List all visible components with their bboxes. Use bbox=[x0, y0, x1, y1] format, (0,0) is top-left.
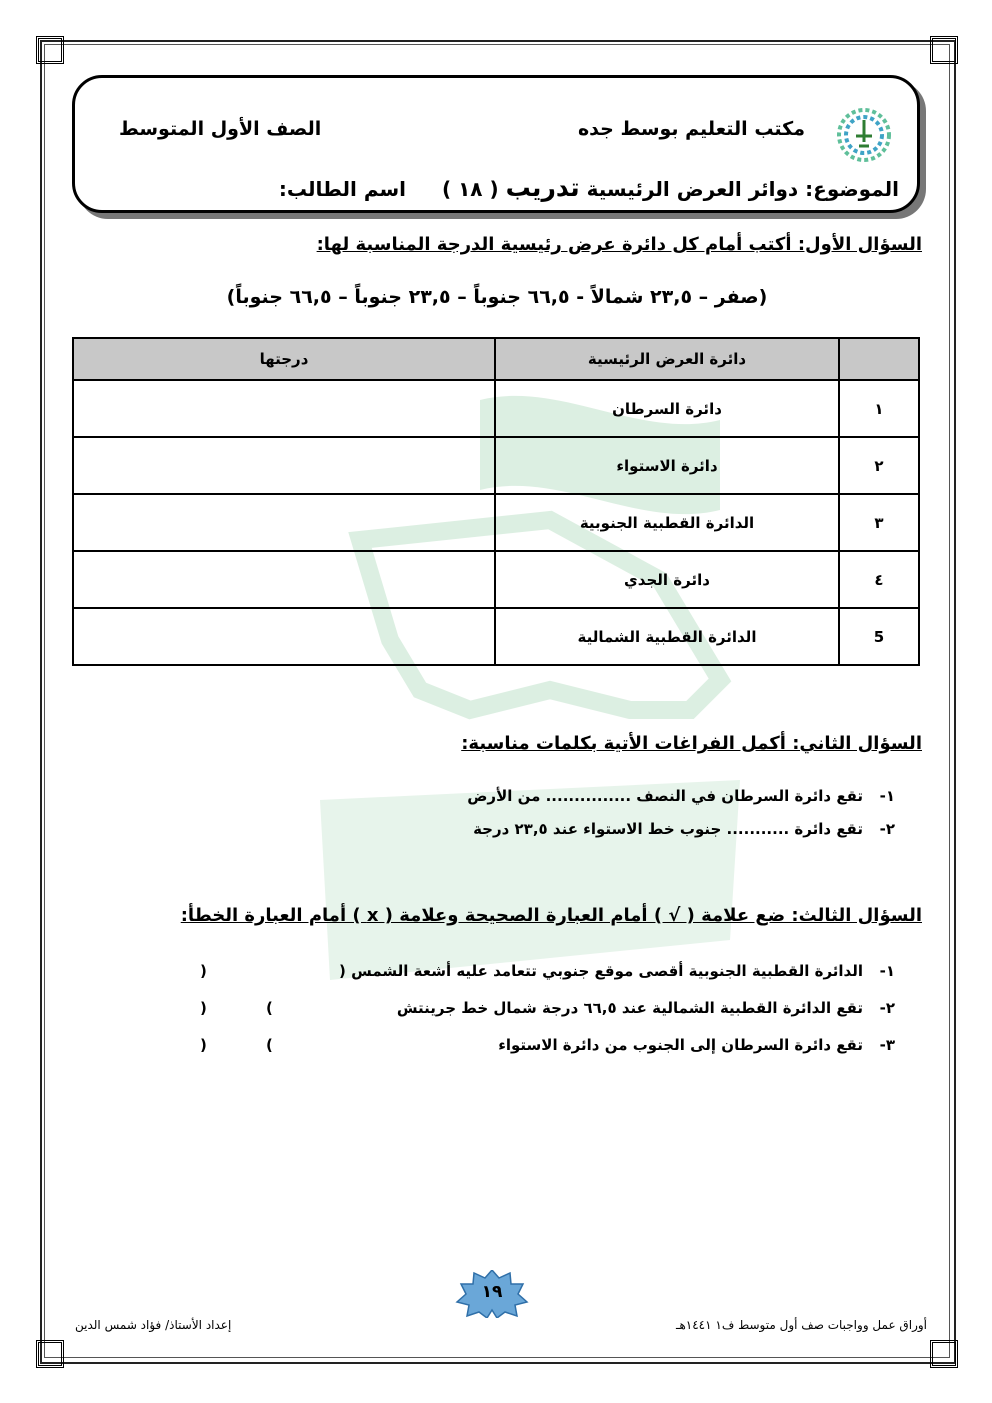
item-number: ٢- bbox=[879, 999, 895, 1017]
subject-text: الموضوع: دوائر العرض الرئيسية bbox=[586, 177, 899, 201]
row-circle-name: دائرة الجدي bbox=[495, 551, 839, 608]
item-text: تقع دائرة ........... جنوب خط الاستواء عند ٢٣,٥ درجة bbox=[473, 820, 863, 838]
latitudes-table bbox=[72, 337, 920, 666]
row-degree-answer[interactable] bbox=[73, 494, 495, 551]
row-degree-answer[interactable] bbox=[73, 437, 495, 494]
item-text: تقع دائرة السرطان إلى الجنوب من دائرة الاستواء bbox=[498, 1036, 863, 1054]
table-header-row bbox=[73, 338, 919, 380]
q3-item bbox=[339, 962, 895, 980]
item-number: ٣- bbox=[879, 1036, 895, 1054]
footer-author: إعداد الأستاذ/ فؤاد شمس الدين bbox=[75, 1318, 232, 1332]
item-text: الدائرة القطبية الجنوبية أقصى موقع جنوبي تتعامد عليه أشعة الشمس ( bbox=[339, 962, 863, 980]
row-number: ٣ bbox=[839, 494, 919, 551]
header-cell-degree: درجتها bbox=[73, 338, 495, 380]
answer-paren-close[interactable]: ) bbox=[200, 999, 207, 1017]
q1-title: السؤال الأول: أكتب أمام كل دائرة عرض رئيسية الدرجة المناسبة لها: bbox=[316, 234, 922, 255]
answer-paren-open[interactable]: ( bbox=[266, 999, 273, 1017]
answer-paren-close[interactable]: ) bbox=[200, 1036, 207, 1054]
row-number: ٤ bbox=[839, 551, 919, 608]
corner-ornament bbox=[930, 36, 958, 64]
q3-item bbox=[498, 1036, 895, 1054]
row-circle-name: الدائرة القطبية الجنوبية bbox=[495, 494, 839, 551]
item-text: تقع الدائرة القطبية الشمالية عند ٦٦,٥ درجة شمال خط جرينتش bbox=[396, 999, 863, 1017]
table-row bbox=[73, 551, 919, 608]
row-number: ٢ bbox=[839, 437, 919, 494]
table-row bbox=[73, 608, 919, 665]
item-text: تقع دائرة السرطان في النصف ............... من الأرض bbox=[467, 787, 863, 805]
q1-options: (صفر – ٢٣,٥ شمالاً - ٦٦,٥ جنوباً – ٢٣,٥ جنوباً – ٦٦,٥ جنوباً) bbox=[226, 286, 768, 308]
corner-ornament bbox=[36, 1340, 64, 1368]
q2-item bbox=[467, 787, 895, 805]
corner-ornament bbox=[36, 36, 64, 64]
header-cell-num bbox=[839, 338, 919, 380]
header-box bbox=[72, 75, 920, 213]
row-degree-answer[interactable] bbox=[73, 608, 495, 665]
grade-label: الصف الأول المتوسط bbox=[119, 118, 322, 140]
exercise-number: ( ١٨ ) bbox=[441, 177, 499, 201]
item-number: ٢- bbox=[879, 820, 895, 838]
q3-title: السؤال الثالث: ضع علامة ( √ ) أمام العبارة الصحيحة وعلامة ( x ) أمام العبارة الخطأ: bbox=[180, 905, 922, 926]
answer-paren-open[interactable]: ( bbox=[266, 1036, 273, 1054]
subject-line bbox=[279, 173, 899, 202]
table-row bbox=[73, 380, 919, 437]
row-degree-answer[interactable] bbox=[73, 380, 495, 437]
exercise-word: تدريب bbox=[505, 173, 580, 202]
corner-ornament bbox=[930, 1340, 958, 1368]
q2-title: السؤال الثاني: أكمل الفراغات الأتية بكلمات مناسبة: bbox=[461, 733, 922, 754]
page-number: ١٩ bbox=[481, 1282, 503, 1302]
student-name-label: اسم الطالب: bbox=[278, 177, 407, 201]
row-circle-name: الدائرة القطبية الشمالية bbox=[495, 608, 839, 665]
item-number: ١- bbox=[879, 962, 895, 980]
footer-title: أوراق عمل وواجبات صف أول متوسط ف١ ١٤٤١هـ bbox=[675, 1318, 927, 1332]
header-cell-circle: دائرة العرض الرئيسية bbox=[495, 338, 839, 380]
answer-paren-close[interactable]: ) bbox=[200, 962, 207, 980]
item-number: ١- bbox=[879, 787, 895, 805]
office-name: مكتب التعليم بوسط جده bbox=[577, 118, 805, 140]
row-degree-answer[interactable] bbox=[73, 551, 495, 608]
row-number: 5 bbox=[839, 608, 919, 665]
q3-item bbox=[397, 999, 895, 1017]
table-row bbox=[73, 437, 919, 494]
row-circle-name: دائرة الاستواء bbox=[495, 437, 839, 494]
table-row bbox=[73, 494, 919, 551]
row-number: ١ bbox=[839, 380, 919, 437]
row-circle-name: دائرة السرطان bbox=[495, 380, 839, 437]
q2-item bbox=[473, 820, 895, 838]
ministry-logo-icon bbox=[831, 106, 897, 164]
